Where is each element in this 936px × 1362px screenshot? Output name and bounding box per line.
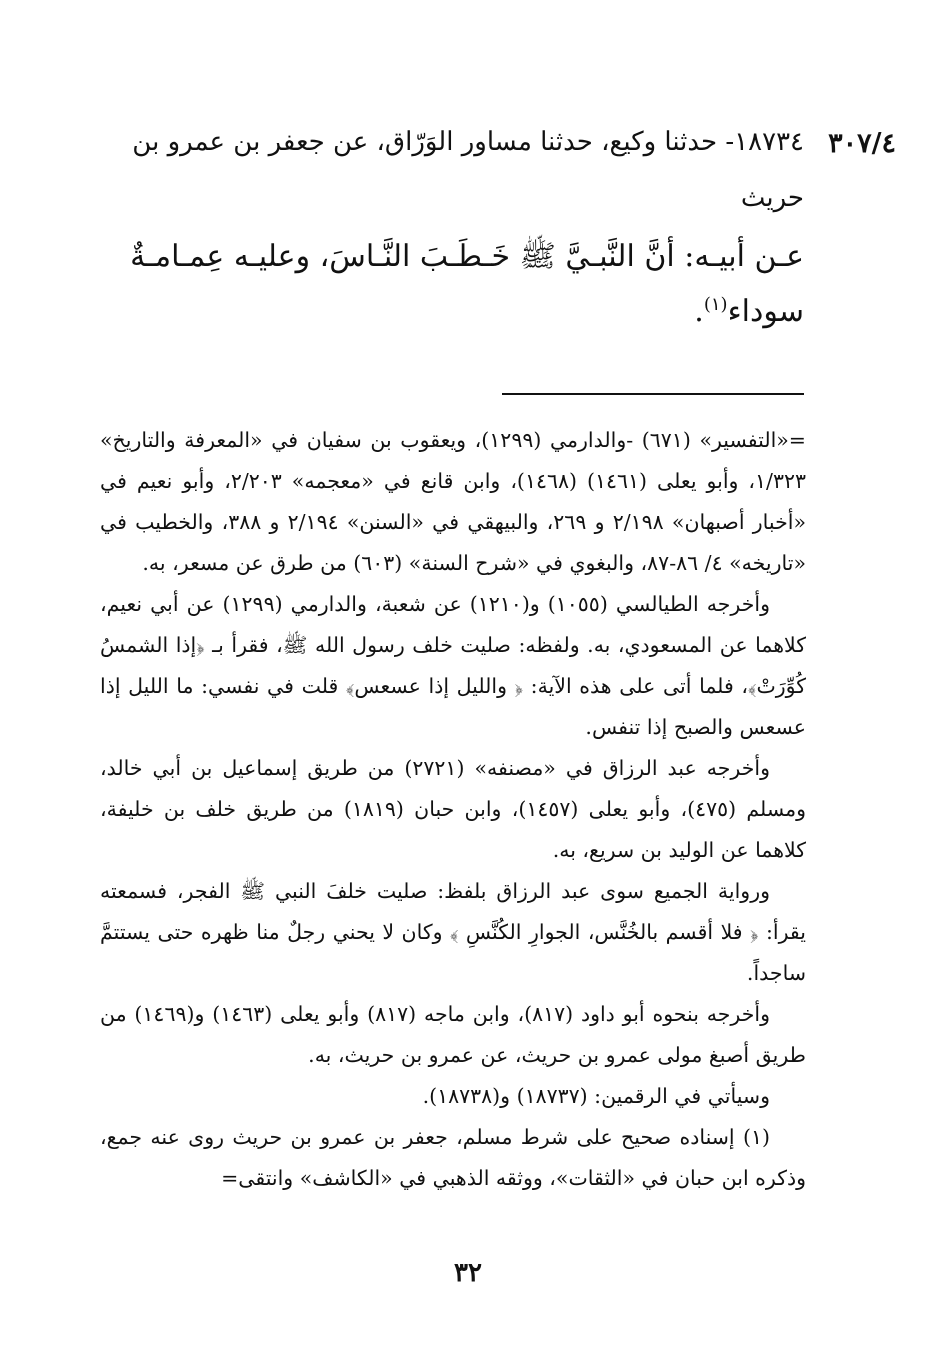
hadith-matn-line-1: عـن أبيـه: أنَّ النَّبـيَّ ﷺ خَـطَـبَ النَّـاسَ، وعليـه عِمـامـةٌ bbox=[130, 239, 804, 274]
page-number: ٣٢ bbox=[454, 1258, 482, 1288]
hadith-matn-line-2 bbox=[694, 294, 804, 329]
hadith-reference: ٣٠٧/٤ bbox=[828, 128, 896, 159]
hadith-matn-end: . bbox=[694, 294, 704, 329]
hadith-isnad-line-1: ١٨٧٣٤- حدثنا وكيع، حدثنا مساور الوَرّاق، عن جعفر بن عمرو بن bbox=[132, 127, 804, 157]
footnote-paragraph: =«التفسير» (٦٧١) -والدارمي (١٢٩٩)، ويعقوب بن سفيان في «المعرفة والتاريخ» ١/٣٢٣، وأبو يعلى (١٤٦١) (١٤٦٨)، وابن قانع في «معجمه» ٢/٢٠٣، وأبو نعيم في «أخبار أصبهان» ٢/١٩٨ و ٢٦٩، والبيهقي في «السنن» ٢/١٩٤ و ٣٨٨، والخطيب في «تاريخه» ٤/ ٨٦-٨٧، والبغوي في «شرح السنة» (٦٠٣) من طرق عن مسعر، به. bbox=[100, 428, 806, 575]
footnote-divider bbox=[502, 393, 804, 395]
footnote-paragraph: (١) إسناده صحيح على شرط مسلم، جعفر بن عمرو بن حريث روى عنه جمع، وذكره ابن حبان في «الثقات»، ووثقه الذهبي في «الكاشف» وانتقى= bbox=[100, 1125, 806, 1190]
hadith-isnad-line-2: حريث bbox=[740, 183, 804, 213]
footnote-marker: (١) bbox=[703, 294, 728, 315]
hadith-matn-text: سوداء bbox=[727, 294, 804, 329]
footnote-paragraph: وأخرجه الطيالسي (١٠٥٥) و(١٢١٠) عن شعبة، والدارمي (١٢٩٩) عن أبي نعيم، كلاهما عن المسعودي، به. ولفظه: صليت خلف رسول الله ﷺ، فقرأ بـ ﴿إذا الشمسُ كُوِّرَتْ﴾، فلما أتى على هذه الآية: ﴿ والليل إذا عسعس﴾ قلت في نفسي: ما الليل إذا عسعس والصبح إذا تنفس. bbox=[100, 592, 806, 739]
footnote-paragraph: وأخرجه عبد الرزاق في «مصنفه» (٢٧٢١) من طريق إسماعيل بن أبي خالد، ومسلم (٤٧٥)، وأبو يعلى (١٤٥٧)، وابن حبان (١٨١٩) من طريق خلف بن خليفة، كلاهما عن الوليد بن سريع، به. bbox=[100, 756, 806, 862]
footnote-paragraph: وأخرجه بنحوه أبو داود (٨١٧)، وابن ماجه (٨١٧) وأبو يعلى (١٤٦٣) و(١٤٦٩) من طريق أصبغ مولى عمرو بن حريث، عن عمرو بن حريث، به. bbox=[100, 1002, 806, 1067]
footnotes-section bbox=[100, 420, 806, 1199]
footnote-paragraph: وسيأتي في الرقمين: (١٨٧٣٧) و(١٨٧٣٨). bbox=[422, 1084, 770, 1108]
footnote-paragraph: ورواية الجميع سوى عبد الرزاق بلفظ: صليت خلفَ النبي ﷺ الفجر، فسمعته يقرأ: ﴿ فلا أقسم بالخُنَّس، الجوارِ الكُنَّسِ ﴾ وكان لا يحني رجلٌ منا ظهره حتى يستتمَّ ساجداً. bbox=[100, 879, 806, 985]
